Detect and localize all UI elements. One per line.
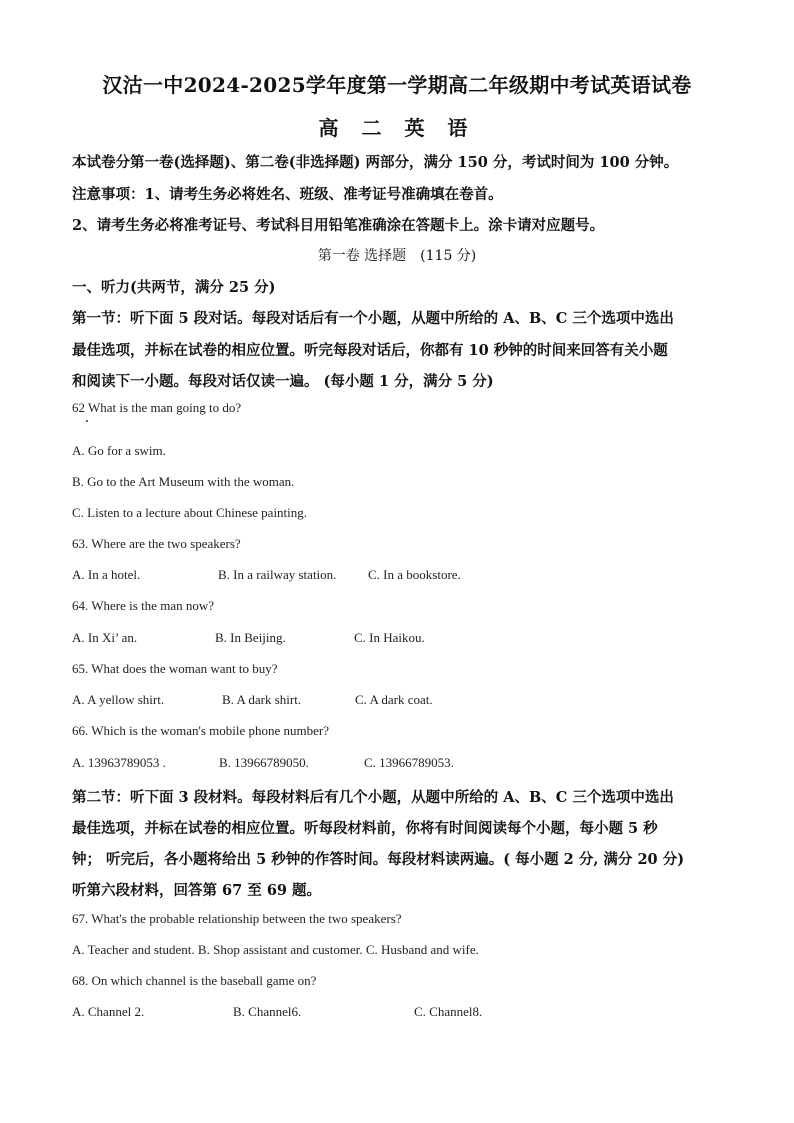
question-68: 68. On which channel is the baseball game on? [72, 973, 317, 988]
section1-instructions-line-1: 第一节：听下面 5 段对话。每段对话后有一个小题，从题中所给的 A、B、C 三个选项中选出 [72, 310, 674, 327]
intro-line-1: 本试卷分第一卷(选择题)、第二卷(非选择题) 两部分，满分 150 分，考试时间为 100 分钟。 [72, 154, 679, 171]
question-62-option-b: B. Go to the Art Museum with the woman. [72, 474, 295, 489]
intro-line-2: 注意事项：1、请考生务必将姓名、班级、准考证号准确填在卷首。 [72, 186, 503, 203]
exam-subtitle: 高 二 英 语 [318, 116, 476, 140]
question-66-option-c: C. 13966789053. [364, 755, 454, 770]
question-64-option-a: A. In Xi’ an. [72, 630, 138, 645]
question-64-option-c: C. In Haikou. [354, 630, 425, 645]
question-66-option-b: B. 13966789050. [219, 755, 309, 770]
exam-title: 汉沽一中2024-2025学年度第一学期高二年级期中考试英语试卷 [102, 73, 692, 97]
question-64: 64. Where is the man now? [72, 598, 214, 613]
question-68-option-a: A. Channel 2. [72, 1004, 145, 1019]
stray-dot [86, 420, 88, 422]
section2-instructions-line-2: 最佳选项，并标在试卷的相应位置。听每段材料前，你将有时间阅读每个小题，每小题 5 秒 [72, 820, 658, 837]
question-68-option-c: C. Channel8. [414, 1004, 483, 1019]
question-67-options: A. Teacher and student. B. Shop assistant and customer. C. Husband and wife. [72, 942, 479, 957]
question-63-option-b: B. In a railway station. [218, 567, 337, 582]
question-65-option-b: B. A dark shirt. [222, 692, 302, 707]
question-64-option-b: B. In Beijing. [215, 630, 286, 645]
question-65-option-c: C. A dark coat. [355, 692, 433, 707]
question-66: 66. Which is the woman's mobile phone number? [72, 723, 329, 738]
question-63-option-c: C. In a bookstore. [368, 567, 461, 582]
question-62-option-a: A. Go for a swim. [72, 443, 166, 458]
question-66-option-a: A. 13963789053 . [72, 755, 166, 770]
section2-instructions-line-1: 第二节：听下面 3 段材料。每段材料后有几个小题，从题中所给的 A、B、C 三个选项中选出 [72, 789, 674, 806]
section1-instructions-line-3: 和阅读下一小题。每段对话仅读一遍。 (每小题 1 分，满分 5 分) [72, 373, 494, 390]
question-62: 62 What is the man going to do? [72, 400, 242, 415]
intro-line-3: 2、请考生务必将准考证号、考试科目用铅笔准确涂在答题卡上。涂卡请对应题号。 [72, 217, 605, 234]
listening-section-heading: 一、听力(共两节，满分 25 分) [72, 279, 276, 296]
question-65-option-a: A. A yellow shirt. [72, 692, 165, 707]
section2-instructions-line-3: 钟； 听完后，各小题将给出 5 秒钟的作答时间。每段材料读两遍。( 每小题 2 分, 满分 20 分) [72, 851, 685, 868]
question-68-option-b: B. Channel6. [233, 1004, 302, 1019]
section2-instructions-line-4: 听第六段材料，回答第 67 至 69 题。 [72, 882, 322, 899]
question-65: 65. What does the woman want to buy? [72, 661, 278, 676]
part1-heading: 第一卷 选择题 (115 分) [317, 248, 477, 264]
question-67: 67. What's the probable relationship between the two speakers? [72, 911, 402, 926]
question-62-option-c: C. Listen to a lecture about Chinese painting. [72, 505, 308, 520]
question-63-option-a: A. In a hotel. [72, 567, 141, 582]
question-63: 63. Where are the two speakers? [72, 536, 241, 551]
section1-instructions-line-2: 最佳选项，并标在试卷的相应位置。听完每段对话后，你都有 10 秒钟的时间来回答有关小题 [72, 342, 668, 359]
